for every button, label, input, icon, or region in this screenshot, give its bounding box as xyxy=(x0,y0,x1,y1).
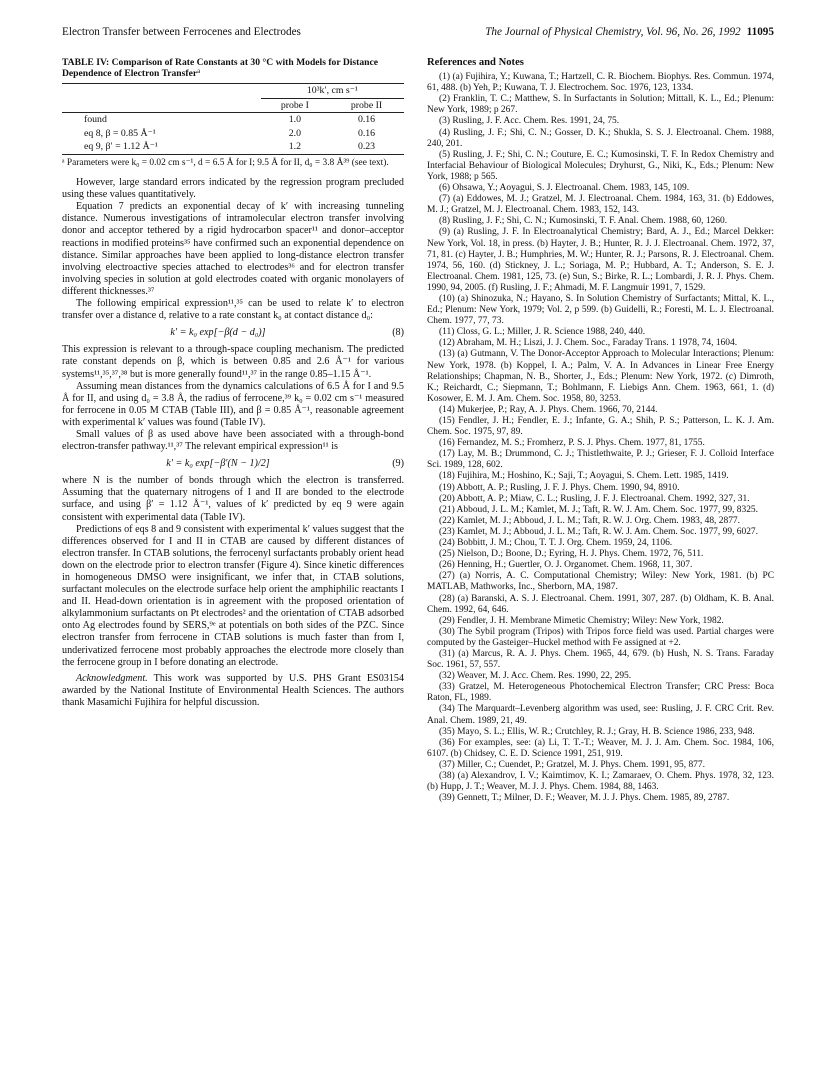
cell-probe2: 0.16 xyxy=(357,114,376,126)
page-number: 11095 xyxy=(746,26,774,38)
reference-item: (29) Fendler, J. H. Membrane Mimetic Chemistry; Wiley: New York, 1982. xyxy=(439,615,724,626)
table-caption-mark: a xyxy=(197,67,201,76)
reference-item: (18) Fujihira, M.; Hoshino, K.; Saji, T.; Aoyagui, S. Chem. Lett. 1985, 1419. xyxy=(439,471,729,482)
cell-probe2: 0.16 xyxy=(357,127,376,139)
reference-item: (5) Rusling, J. F.; Shi, C. N.; Couture, E. C.; Kumosinski, T. F. In Redox Chemistry and Interfacial Behaviour of Biological Molecules; Dryhurst, G., Niki, K., Eds.; Plenum: New York, 1988; p 565. xyxy=(427,149,774,182)
reference-item: (35) Mayo, S. L.; Ellis, W. R.; Crutchley, R. J.; Gray, H. B. Science 1986, 233, 948. xyxy=(439,726,755,737)
table-unit-header: 10³k′, cm s⁻¹ xyxy=(261,84,404,99)
reference-item: (23) Kamlet, M. J.; Abboud, J. L. M.; Taft, R. W. J. Am. Chem. Soc. 1977, 99, 6027. xyxy=(439,526,758,537)
reference-item: (3) Rusling, J. F. Acc. Chem. Res. 1991, 24, 75. xyxy=(439,116,620,127)
row-label: eq 8, β = 0.85 Å⁻¹ xyxy=(84,127,156,139)
reference-item: (38) (a) Alexandrov, I. V.; Kaimtimov, K. I.; Zamaraev, O. Chem. Phys. 1978, 32, 123. (b) Hupp, J. T.; Weaver, M. J. J. Phys. Chem. 1984, 88, 1463. xyxy=(427,771,774,793)
table-row xyxy=(62,140,404,154)
body-paragraph: This expression is relevant to a through-space coupling mechanism. The predicted rate constant depends on β, which is between 0.85 and 2.6 Å⁻¹ for various systems¹¹,³⁵,³⁷,³⁸ but is more generally found¹¹,³⁷ in the range 0.85–1.15 Å⁻¹. xyxy=(62,344,404,380)
table-row xyxy=(62,127,404,141)
equation-8 xyxy=(62,327,404,339)
reference-item: (12) Abraham, M. H.; Liszi, J. J. Chem. Soc., Faraday Trans. 1 1978, 74, 1604. xyxy=(439,338,738,349)
col-header-probe2: probe II xyxy=(350,99,383,111)
reference-item: (27) (a) Norris, A. C. Computational Chemistry; Wiley: New York, 1981. (b) PC MATLAB, Mathworks, Inc., Sherborn, MA, 1987. xyxy=(427,571,774,593)
reference-item: (25) Nielson, D.; Boone, D.; Eyring, H. J. Phys. Chem. 1972, 76, 511. xyxy=(439,549,704,560)
reference-item: (32) Weaver, M. J. Acc. Chem. Res. 1990, 22, 295. xyxy=(439,671,632,682)
reference-item: (9) (a) Rusling, J. F. In Electroanalytical Chemistry; Bard, A. J., Ed.; Marcel Dekker: New York, Vol. 18, in press. (b) Hayter, J. B.; Hunter, R. J. J. Electroanal. Chem. 1972, 37, 71, 81. (c) Hayter, J. B.; Humphries, M. W.; Hunter, R. J.; Parsons, R. J. Electroanal. Chem. 1974, 56, 160. (d) Stickney, J. L.; Soriaga, M. P.; Hubbard, A. T.; Anderson, S. E. J. Electroanal. Chem. 1981, 125, 73. (e) Sun, S.; Birke, R. L.; Lombardi, J. R. J. Phys. Chem. 1990, 94, 2005. (f) Rusling, J. F.; Ahmadi, M. F. Langmuir 1991, 7, 1529. xyxy=(427,227,774,293)
reference-item: (1) (a) Fujihira, Y.; Kuwana, T.; Hartzell, C. R. Biochem. Biophys. Res. Commun. 1974, 61, 488. (b) Yeh, P.; Kuwana, T. J. Electrochem. Soc. 1976, 123, 1334. xyxy=(427,72,774,94)
reference-item: (17) Lay, M. B.; Drummond, C. J.; Thistlethwaite, P. J.; Grieser, F. J. Colloid Interface Sci. 1989, 128, 602. xyxy=(427,449,774,471)
reference-item: (36) For examples, see: (a) Li, T. T.-T.; Weaver, M. J. J. Am. Chem. Soc. 1984, 106, 6107. (b) Chidsey, C. E. D. Science 1991, 251, 919. xyxy=(427,737,774,759)
cell-probe1: 2.0 xyxy=(288,127,301,139)
equation-number: (8) xyxy=(392,327,404,339)
reference-item: (26) Henning, H.; Guertler, O. J. Organomet. Chem. 1968, 11, 307. xyxy=(439,560,693,571)
reference-item: (33) Gratzel, M. Heterogeneous Photochemical Electron Transfer; CRC Press: Boca Raton, FL, 1989. xyxy=(427,682,774,704)
references-heading: References and Notes xyxy=(427,57,524,68)
body-paragraph: where N is the number of bonds through which the electron is transferred. Assuming that the quaternary nitrogens of I and II are bonded to the electrode surface, and using β′ = 1.12 Å⁻¹, values of k′ predicted by eq 9 were again consistent with experimental data (Table IV). xyxy=(62,475,404,523)
journal-citation xyxy=(485,26,774,38)
reference-item: (39) Gennett, T.; Milner, D. F.; Weaver, M. J. J. Phys. Chem. 1985, 89, 2787. xyxy=(439,793,730,804)
journal-name: The Journal of Physical Chemistry, Vol. 96, No. 26, 1992 xyxy=(485,26,741,38)
reference-item: (34) The Marquardt–Levenberg algorithm was used, see: Rusling, J. F. CRC Crit. Rev. Anal. Chem. 1989, 21, 49. xyxy=(427,704,774,726)
reference-item: (19) Abbott, A. P.; Rusling, J. F. J. Phys. Chem. 1990, 94, 8910. xyxy=(439,482,680,493)
reference-item: (7) (a) Eddowes, M. J.; Gratzel, M. J. Electroanal. Chem. 1984, 163, 31. (b) Eddowes, M. J.; Gratzel, M. J. Electroanal. Chem. 1983, 152, 143. xyxy=(427,194,774,216)
reference-item: (20) Abbott, A. P.; Miaw, C. L.; Rusling, J. F. J. Electroanal. Chem. 1992, 327, 31. xyxy=(439,493,750,504)
table-caption-text: Comparison of Rate Constants at 30 °C with Models for Distance Dependence of Electron Transfer xyxy=(62,57,379,80)
col-header-probe1: probe I xyxy=(280,99,309,111)
table-row xyxy=(62,113,404,127)
running-title: Electron Transfer between Ferrocenes and Electrodes xyxy=(62,26,301,38)
table-caption xyxy=(62,57,404,79)
reference-item: (22) Kamlet, M. J.; Abboud, J. L. M.; Taft, R. W. J. Org. Chem. 1983, 48, 2877. xyxy=(439,515,740,526)
reference-item: (4) Rusling, J. F.; Shi, C. N.; Gosser, D. K.; Shukla, S. S. J. Electroanal. Chem. 1988, 240, 201. xyxy=(427,127,774,149)
reference-item: (31) (a) Marcus, R. A. J. Phys. Chem. 1965, 44, 679. (b) Hush, N. S. Trans. Faraday Soc. 1961, 57, 557. xyxy=(427,648,774,671)
cell-probe2: 0.23 xyxy=(357,141,376,153)
reference-item: (13) (a) Gutmann, V. The Donor-Acceptor Approach to Molecular Interactions; Plenum: New York, 1978. (b) Koppel, I. A.; Palm, V. A. In Advances in Linear Free Energy Relationships; Chapman, N. B., Shorter, J., Eds.; Plenum: New York, 1972. (c) Dimroth, K.; Reichardt, C.; Siepmann, T.; Bohlmann, F. Liebigs Ann. Chem. 1963, 661, 1. (d) Kosower, E. M. J. Am. Chem. Soc. 1958, 80, 3253. xyxy=(427,349,774,404)
table-footnote: ᵃ Parameters were k₀ = 0.02 cm s⁻¹, d = 6.5 Å for I; 9.5 Å for II, d₀ = 3.8 Å³⁹ (see text). xyxy=(62,157,389,168)
reference-item: (37) Miller, C.; Cuendet, P.; Gratzel, M. J. Phys. Chem. 1991, 95, 877. xyxy=(439,759,705,770)
reference-list xyxy=(427,72,774,804)
equation-9 xyxy=(62,458,404,470)
body-paragraph: Predictions of eqs 8 and 9 consistent with experimental k′ values suggest that the differences observed for I and II in CTAB are caused by different distances of electron transfer. In CTAB solutions, the ferrocenyl surfactants probably orient head down on the electrode prior to electron transfer (Figure 4). Since kinetic differences in homogeneous DMSO were insignificant, we infer that, in CTAB solutions, surfactant molecules on the electrode surface help orient the amphiphilic reactants I and II. Head-down orientation is in agreement with the proposed orientation of alkylammonium surfactants on Pt electrodes² and the orientation of CTAB adsorbed onto Ag electrodes found by SERS,⁹ᵉ at potentials on both sides of the PZC. Since electron transfer from ferrocene in CTAB solutions is much faster than from I, underivatized ferrocene most probably approaches the electrode more closely than the ferrocene group in I before donating an electrode. xyxy=(62,523,404,668)
reference-item: (2) Franklin, T. C.; Matthew, S. In Surfactants in Solution; Mittall, K. L., Ed.; Plenum: New York, 1989; p 267. xyxy=(427,94,774,116)
reference-item: (28) (a) Baranski, A. S. J. Electroanal. Chem. 1991, 307, 287. (b) Oldham, K. B. Anal. Chem. 1992, 64, 646. xyxy=(427,593,774,615)
body-paragraph: However, large standard errors indicated by the regression program precluded using these values quantitatively. xyxy=(62,177,404,201)
reference-item: (6) Ohsawa, Y.; Aoyagui, S. J. Electroanal. Chem. 1983, 145, 109. xyxy=(439,183,690,194)
cell-probe1: 1.0 xyxy=(288,114,301,126)
reference-item: (11) Closs, G. L.; Miller, J. R. Science 1988, 240, 440. xyxy=(439,327,646,338)
running-header xyxy=(62,26,774,42)
acknowledgment xyxy=(62,673,404,709)
reference-item: (21) Abboud, J. L. M.; Kamlet, M. J.; Taft, R. W. J. Am. Chem. Soc. 1977, 99, 8325. xyxy=(439,504,758,515)
body-paragraph: Assuming mean distances from the dynamics calculations of 6.5 Å for I and 9.5 Å for II, and using d₀ = 3.8 Å, the radius of ferrocene,³⁹ k₀ = 0.02 cm s⁻¹ measured for ferrocene in 0.05 M CTAB (Table III), and β = 0.85 Å⁻¹, reasonable agreement with experimental k′ values was found (Table IV). xyxy=(62,380,404,428)
equation-expression: k′ = k₀ exp[−β′(N − 1)/2] xyxy=(166,458,270,470)
cell-probe1: 1.2 xyxy=(288,141,301,153)
rate-constant-table xyxy=(62,83,404,155)
table-label: TABLE IV: xyxy=(62,57,110,68)
body-paragraph: Small values of β as used above have been associated with a through-bond electron-transfer pathway.¹¹,³⁷ The relevant empirical expression¹¹ is xyxy=(62,428,404,453)
equation-number: (9) xyxy=(392,458,404,470)
row-label: eq 9, β′ = 1.12 Å⁻¹ xyxy=(84,141,158,153)
right-column xyxy=(427,57,774,804)
reference-item: (16) Fernandez, M. S.; Fromherz, P. S. J. Phys. Chem. 1977, 81, 1755. xyxy=(439,438,705,449)
reference-item: (14) Mukerjee, P.; Ray, A. J. Phys. Chem. 1966, 70, 2144. xyxy=(439,404,658,415)
acknowledgment-text: This work was supported by U.S. PHS Grant ES03154 awarded by the National Institute of Environmental Health Sciences. The authors thank Masamichi Fujihira for helpful discussion. xyxy=(62,672,405,708)
reference-item: (24) Bobbitt, J. M.; Chou, T. T. J. Org. Chem. 1959, 24, 1106. xyxy=(439,538,673,549)
reference-item: (15) Fendler, J. H.; Fendler, E. J.; Infante, G. A.; Shih, P. S.; Patterson, L. K. J. Am. Chem. Soc. 1975, 97, 89. xyxy=(427,416,774,438)
reference-item: (10) (a) Shinozuka, N.; Hayano, S. In Solution Chemistry of Surfactants; Mittal, K. L., Ed.; Plenum: New York, 1979; Vol. 2, p 599. (b) Guidelli, R.; Foresti, M. L. J. Electroanal. Chem. 1977, 77, 73. xyxy=(427,293,774,327)
body-paragraph: Equation 7 predicts an exponential decay of k′ with increasing tunneling distance. Numerous investigations of intramolecular electron transfer involving donor and acceptor tethered by a rigid hydrocarbon spacer¹¹ and donor–acceptor reactions in modified proteins³⁵ have confirmed such an exponential dependence on distance. Similar approaches have been applied to long-distance electron transfer involving electroactive species attached to electrodes³⁶ and for electron transfer involving species in solution at gold electrodes coated with organic monolayers of different thicknesses.³⁷ xyxy=(62,201,404,297)
reference-item: (8) Rusling, J. F.; Shi, C. N.; Kumosinski, T. F. Anal. Chem. 1988, 60, 1260. xyxy=(439,216,728,227)
reference-item: (30) The Sybil program (Tripos) with Tripos force field was used. Partial charges were computed by the Gasteiger–Huckel method with Fe assigned at +2. xyxy=(427,626,774,648)
acknowledgment-label: Acknowledgment. xyxy=(76,672,148,684)
equation-expression: k′ = k₀ exp[−β(d − d₀)] xyxy=(170,327,266,339)
row-label: found xyxy=(84,114,107,126)
body-paragraph: The following empirical expression¹¹,³⁵ can be used to relate k′ to electron transfer over a distance d, relative to a rate constant k₀ at contact distance d₀: xyxy=(62,298,404,322)
left-column xyxy=(62,57,404,709)
